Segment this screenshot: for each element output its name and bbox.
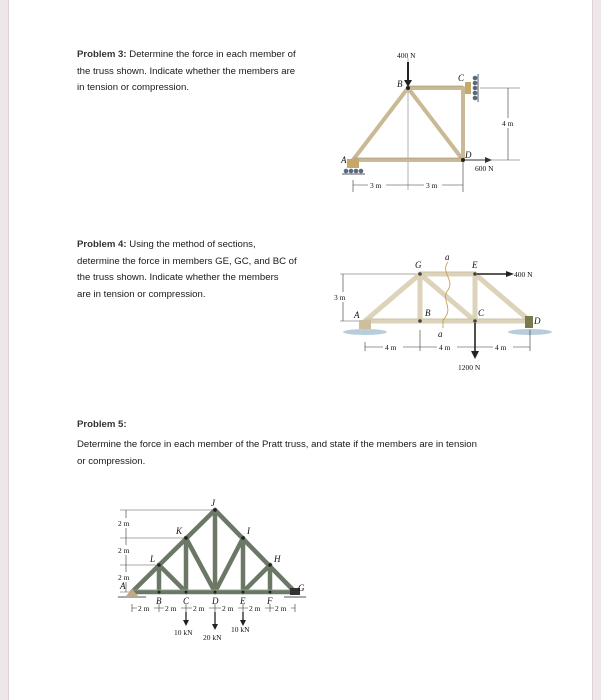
svg-text:2 m: 2 m bbox=[118, 546, 130, 555]
svg-text:A: A bbox=[354, 310, 360, 320]
svg-text:2 m: 2 m bbox=[165, 604, 177, 613]
svg-text:A: A bbox=[341, 155, 347, 165]
problem-3-line-2: the truss shown. Indicate whether the members are bbox=[77, 65, 296, 77]
svg-text:G: G bbox=[415, 260, 422, 270]
problem-3-line-3: in tension or compression. bbox=[77, 82, 189, 93]
page-edge-left bbox=[0, 0, 9, 700]
svg-text:2 m: 2 m bbox=[249, 604, 261, 613]
svg-text:2 m: 2 m bbox=[222, 604, 234, 613]
problem-3-line-1: Determine the force in each member of bbox=[126, 49, 296, 60]
svg-text:E: E bbox=[240, 596, 246, 606]
svg-text:4 m: 4 m bbox=[439, 343, 451, 352]
svg-text:2 m: 2 m bbox=[275, 604, 287, 613]
svg-text:B: B bbox=[397, 79, 403, 89]
svg-text:400 N: 400 N bbox=[514, 270, 533, 279]
svg-text:H: H bbox=[274, 554, 281, 564]
svg-text:C: C bbox=[458, 73, 465, 83]
svg-text:2 m: 2 m bbox=[118, 573, 130, 582]
svg-text:D: D bbox=[212, 596, 219, 606]
problem-4-line-3: the truss shown. Indicate whether the members bbox=[77, 272, 279, 283]
svg-text:K: K bbox=[176, 526, 183, 536]
problem-4-line-2: determine the force in members GE, GC, and BC of bbox=[77, 255, 297, 267]
roller-a-icon bbox=[344, 169, 364, 174]
svg-text:4 m: 4 m bbox=[502, 119, 514, 128]
roller-c-icon bbox=[473, 76, 478, 101]
problem-5-line-1: Determine the force in each member of the Pratt truss, and state if the members are in tension bbox=[77, 439, 477, 450]
problem-5-body bbox=[77, 437, 547, 470]
svg-text:F: F bbox=[267, 596, 273, 606]
svg-text:D: D bbox=[534, 316, 541, 326]
problem-3-text bbox=[77, 47, 337, 97]
svg-text:4 m: 4 m bbox=[495, 343, 507, 352]
svg-text:a: a bbox=[438, 329, 443, 339]
problem-5-text bbox=[77, 417, 547, 434]
problem-4-text bbox=[77, 237, 337, 303]
support-a-icon bbox=[343, 329, 387, 335]
svg-text:B: B bbox=[425, 308, 431, 318]
problem-5-line-2: or compression. bbox=[77, 455, 146, 467]
problem-3-label: Problem 3: bbox=[77, 49, 127, 60]
svg-text:20 kN: 20 kN bbox=[203, 633, 222, 642]
svg-text:2 m: 2 m bbox=[193, 604, 205, 613]
problem-4-truss-figure bbox=[330, 250, 560, 380]
svg-text:I: I bbox=[247, 526, 250, 536]
svg-text:B: B bbox=[156, 596, 162, 606]
problem-5-label: Problem 5: bbox=[77, 419, 127, 430]
problem-5-pratt-truss-figure bbox=[90, 495, 320, 655]
page-edge-right bbox=[592, 0, 601, 700]
svg-text:A: A bbox=[120, 581, 126, 591]
svg-text:L: L bbox=[150, 554, 156, 564]
problem-4-label: Problem 4: bbox=[77, 239, 127, 250]
svg-text:1200 N: 1200 N bbox=[458, 363, 481, 372]
svg-text:D: D bbox=[465, 150, 472, 160]
svg-text:G: G bbox=[298, 583, 305, 593]
problem-4-line-1: Using the method of sections, bbox=[126, 239, 256, 250]
svg-text:3 m: 3 m bbox=[334, 293, 346, 302]
svg-text:J: J bbox=[211, 498, 215, 508]
support-a bbox=[347, 159, 359, 168]
svg-text:2 m: 2 m bbox=[138, 604, 150, 613]
svg-text:4 m: 4 m bbox=[385, 343, 397, 352]
svg-text:400 N: 400 N bbox=[397, 51, 416, 60]
svg-text:E: E bbox=[472, 260, 478, 270]
svg-text:10 kN: 10 kN bbox=[174, 628, 193, 637]
svg-text:10 kN: 10 kN bbox=[231, 625, 250, 634]
svg-text:3 m: 3 m bbox=[426, 181, 438, 190]
svg-text:a: a bbox=[445, 252, 450, 262]
svg-text:C: C bbox=[478, 308, 485, 318]
svg-text:C: C bbox=[183, 596, 190, 606]
svg-text:2 m: 2 m bbox=[118, 519, 130, 528]
svg-text:600 N: 600 N bbox=[475, 164, 494, 173]
svg-text:3 m: 3 m bbox=[370, 181, 382, 190]
problem-3-truss-figure bbox=[330, 40, 530, 210]
problem-4-line-4: are in tension or compression. bbox=[77, 288, 206, 300]
